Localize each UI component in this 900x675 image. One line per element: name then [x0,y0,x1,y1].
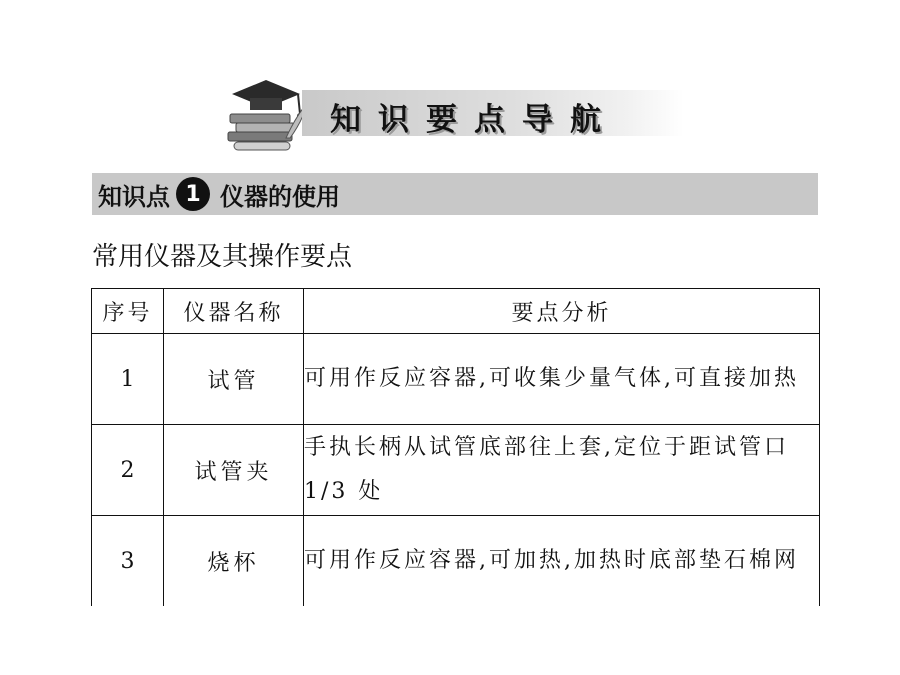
instrument-analysis: 手执长柄从试管底部往上套,定位于距试管口 1/3 处 [304,425,820,516]
banner-title: 知识要点导航 [330,102,618,138]
instrument-name: 试管夹 [164,425,304,516]
graduation-books-icon [222,72,312,154]
column-header-analysis: 要点分析 [304,289,820,334]
table-caption: 常用仪器及其操作要点 [92,242,353,272]
table-header-row [92,289,820,334]
column-header-index: 序号 [92,289,164,334]
section-header [92,173,818,215]
instrument-analysis: 可用作反应容器,可收集少量气体,可直接加热 [304,334,820,425]
section-label: 知识点 [98,182,170,211]
instrument-name: 试管 [164,334,304,425]
row-index: 1 [92,334,164,425]
instrument-table [91,288,820,606]
row-index: 2 [92,425,164,516]
table-row [92,425,820,516]
section-banner [222,72,684,154]
instrument-name: 烧杯 [164,516,304,607]
table-row [92,516,820,607]
section-number-badge: 1 [176,177,210,211]
row-index: 3 [92,516,164,607]
table-row [92,334,820,425]
instrument-analysis: 可用作反应容器,可加热,加热时底部垫石棉网 [304,516,820,607]
section-title: 仪器的使用 [220,182,340,211]
column-header-name: 仪器名称 [164,289,304,334]
